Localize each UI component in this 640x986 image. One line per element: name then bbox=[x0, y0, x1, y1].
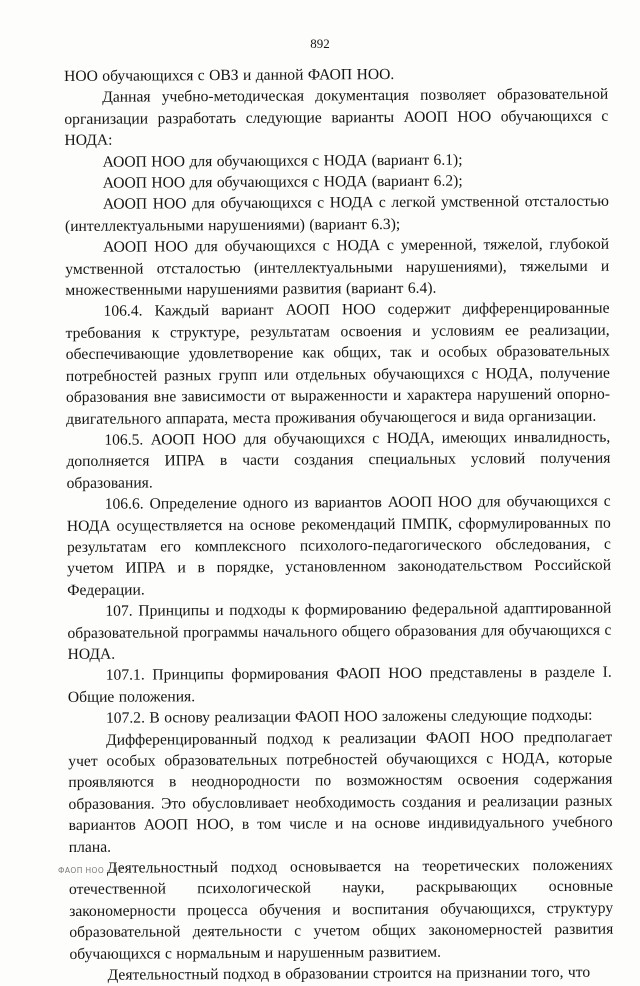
paragraph: 107.2. В основу реализации ФАОП НОО заложены следующие подходы: bbox=[105, 706, 593, 727]
paragraph: Данная учебно-методическая документация позволяет образовательной организации разработать следующие варианты АООП НОО обучающихся с НОДА: bbox=[64, 86, 609, 150]
paragraph: АООП НОО для обучающихся с НОДА с умеренной, тяжелой, глубокой умственной отсталостью (интеллектуальными нарушениями), тяжелыми и множественными нарушениями развития (вариант 6.4). bbox=[65, 235, 610, 300]
document-body bbox=[64, 63, 614, 986]
paragraph: АООП НОО для обучающихся с НОДА (вариант 6.1); bbox=[102, 151, 463, 171]
paragraph: 107.1. Принципы формирования ФАОП НОО представлены в разделе I. Общие положения. bbox=[67, 664, 612, 706]
paragraph: 106.4. Каждый вариант АООП НОО содержит дифференцированные требования к структуре, результатам освоения и условиям ее реализации, обеспечивающие удовлетворение как общих, так и особых образовательных потребностей разных групп или отдельных обучающихся с НОДА, получение образования вне зависимости от выраженности и характера нарушений опорно-двигательного аппарата, места проживания обучающегося и вида организации. bbox=[65, 300, 611, 428]
paragraph: НОО обучающихся с ОВЗ и данной ФАОП НОО. bbox=[64, 65, 395, 85]
paragraph: Дифференцированный подход к реализации ФАОП НОО предполагает учет особых образовательных потребностей обучающихся с НОДА, которые проявляются в неоднородности по возможностям освоения содержания образования. Это обусловливает необходимость создания и реализации разных вариантов АООП НОО, в том числе и на основе индивидуального учебного плана. bbox=[68, 728, 613, 856]
page-number: 892 bbox=[310, 36, 330, 51]
paragraph: Деятельностный подход основывается на теоретических положениях отечественной психологической науки, раскрывающих основные закономерности процесса обучения и воспитания обучающихся, структуру образовательной деятельности с учетом общих закономерностей развития обучающихся с нормальным и нарушенным развитием. bbox=[68, 856, 614, 963]
paragraph: 106.6. Определение одного из вариантов АООП НОО для обучающихся с НОДА осуществляется на основе рекомендаций ПМПК, сформулированных по результатам его комплексного психолого-педагогического обследования, с учетом ИПРА и в порядке, установленном законодательством Российской Федерации. bbox=[66, 492, 612, 599]
paragraph: 107. Принципы и подходы к формированию федеральной адаптированной образовательной программы начального общего образования для обучающихся с НОДА. bbox=[67, 599, 612, 663]
paragraph: Деятельностный подход в образовании строится на признании того, что bbox=[107, 963, 591, 984]
paragraph: 106.5. АООП НОО для обучающихся с НОДА, имеющих инвалидность, дополняется ИПРА в части создания специальных условий получения образования. bbox=[66, 428, 611, 492]
paragraph: АООП НОО для обучающихся с НОДА (вариант 6.2); bbox=[102, 172, 463, 192]
paragraph: АООП НОО для обучающихся с НОДА с легкой умственной отсталостью (интеллектуальными нарушениями) (вариант 6.3); bbox=[64, 193, 609, 235]
footer-watermark: ФАОП НОО - 07 bbox=[58, 866, 124, 875]
